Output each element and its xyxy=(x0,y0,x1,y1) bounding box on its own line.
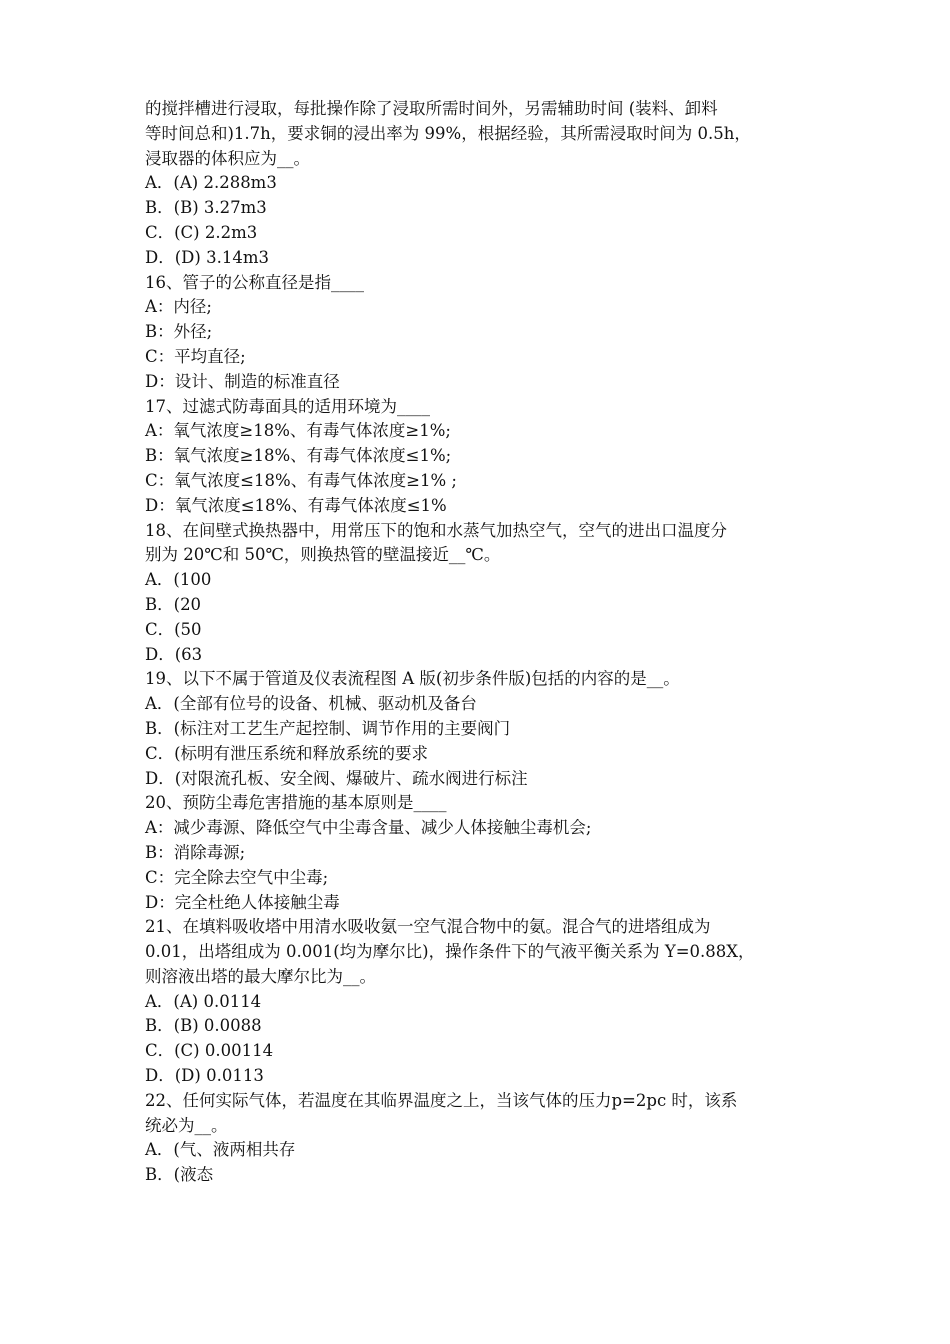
option-line: B．(B) 3.27m3 xyxy=(145,198,267,218)
text-line: 统必为__。 xyxy=(145,1115,228,1135)
option-line: B．(标注对工艺生产起控制、调节作用的主要阀门 xyxy=(145,718,511,738)
option-line: C：平均直径; xyxy=(145,346,246,366)
option-line: B．(20 xyxy=(145,594,202,614)
option-line: A：减少毒源、降低空气中尘毒含量、减少人体接触尘毒机会; xyxy=(145,818,592,838)
option-line: D：完全杜绝人体接触尘毒 xyxy=(145,892,340,912)
option-line: D．(对限流孔板、安全阀、爆破片、疏水阀进行标注 xyxy=(145,768,528,788)
option-line: A．(气、液两相共存 xyxy=(145,1140,296,1160)
option-line: D：设计、制造的标准直径 xyxy=(145,371,340,391)
question-16: 16、管子的公称直径是指____ xyxy=(145,272,364,292)
option-line: A．(A) 0.0114 xyxy=(145,991,262,1011)
option-line: B：外径; xyxy=(145,322,213,342)
text-line: 的搅拌槽进行浸取，每批操作除了浸取所需时间外，另需辅助时间 (装料、卸料 xyxy=(145,99,718,118)
option-line: D．(63 xyxy=(145,644,203,664)
text-line: 则溶液出塔的最大摩尔比为__。 xyxy=(145,966,376,986)
option-line: D：氧气浓度≤18%、有毒气体浓度≤1% xyxy=(145,495,447,515)
question-17: 17、过滤式防毒面具的适用环境为____ xyxy=(145,396,430,416)
option-line: B．(液态 xyxy=(145,1165,214,1185)
option-line: C．(50 xyxy=(145,619,202,639)
option-line: D．(D) 0.0113 xyxy=(145,1066,264,1086)
text-line: 浸取器的体积应为__。 xyxy=(145,148,310,168)
option-line: B：消除毒源; xyxy=(145,842,246,862)
question-18: 18、在间壁式换热器中，用常压下的饱和水蒸气加热空气，空气的进出口温度分 xyxy=(145,520,727,540)
text-line: 等时间总和)1.7h，要求铜的浸出率为 99%，根据经验，其所需浸取时间为 0.5h， xyxy=(145,123,751,143)
option-line: A：氧气浓度≥18%、有毒气体浓度≥1%; xyxy=(145,421,451,441)
option-line: C：完全除去空气中尘毒; xyxy=(145,867,329,887)
question-21: 21、在填料吸收塔中用清水吸收氨一空气混合物中的氨。混合气的进塔组成为 xyxy=(145,917,711,937)
option-line: C．(标明有泄压系统和释放系统的要求 xyxy=(145,743,429,763)
option-line: A．(全部有位号的设备、机械、驱动机及备台 xyxy=(145,694,477,714)
option-line: B：氧气浓度≥18%、有毒气体浓度≤1%; xyxy=(145,446,452,466)
option-line: B．(B) 0.0088 xyxy=(145,1016,262,1036)
question-20: 20、预防尘毒危害措施的基本原则是____ xyxy=(145,793,447,813)
option-line: C．(C) 0.00114 xyxy=(145,1041,274,1061)
question-19: 19、以下不属于管道及仪表流程图 A 版(初步条件版)包括的内容的是__。 xyxy=(145,669,680,689)
text-line: 0.01，出塔组成为 0.001(均为摩尔比)，操作条件下的气液平衡关系为 Y=0.88X， xyxy=(145,942,755,962)
option-line: A：内径; xyxy=(145,297,212,317)
option-line: A．(A) 2.288m3 xyxy=(145,173,277,193)
option-line: D．(D) 3.14m3 xyxy=(145,247,269,267)
option-line: C：氧气浓度≤18%、有毒气体浓度≥1% ; xyxy=(145,470,457,490)
option-line: A．(100 xyxy=(145,570,212,590)
document-body xyxy=(145,97,813,1188)
question-22: 22、任何实际气体，若温度在其临界温度之上，当该气体的压力p=2pc 时，该系 xyxy=(145,1090,738,1110)
option-line: C．(C) 2.2m3 xyxy=(145,222,258,242)
text-line: 别为 20℃和 50℃，则换热管的壁温接近__℃。 xyxy=(145,545,501,565)
